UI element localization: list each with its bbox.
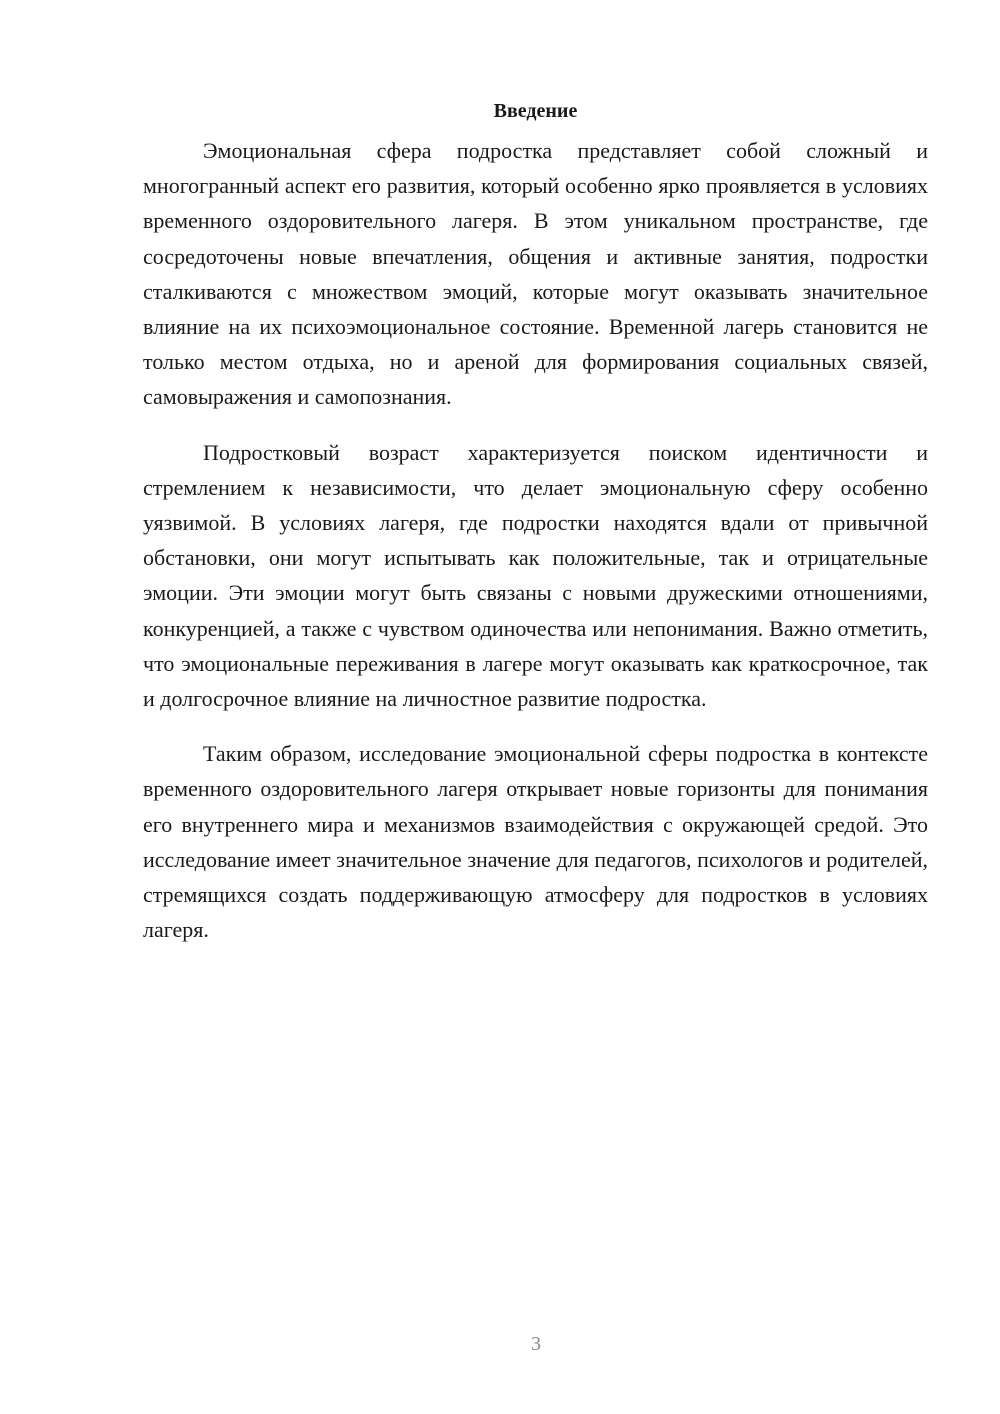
page-content	[143, 96, 928, 967]
paragraph-1: Эмоциональная сфера подростка представляет собой сложный и многогранный аспект его развития, который особенно ярко проявляется в условиях временного оздоровительного лагеря. В этом уникальном пространстве, где сосредоточены новые впечатления, общения и активные занятия, подростки сталкиваются с множеством эмоций, которые могут оказывать значительное влияние на их психоэмоциональное состояние. Временной лагерь становится не только местом отдыха, но и ареной для формирования социальных связей, самовыражения и самопознания.	[143, 138, 928, 410]
section-title: Введение	[493, 100, 578, 122]
paragraph-2: Подростковый возраст характеризуется поиском идентичности и стремлением к независимости, что делает эмоциональную сферу особенно уязвимой. В условиях лагеря, где подростки находятся вдали от привычной обстановки, они могут испытывать как положительные, так и отрицательные эмоции. Эти эмоции могут быть связаны с новыми дружескими отношениями, конкуренцией, а также с чувством одиночества или непонимания. Важно отметить, что эмоциональные переживания в лагере могут оказывать как краткосрочное, так и долгосрочное влияние на личностное развитие подростка.	[143, 439, 928, 712]
paragraph-3: Таким образом, исследование эмоциональной сферы подростка в контексте временного оздоровительного лагеря открывает новые горизонты для понимания его внутреннего мира и механизмов взаимодействия с окружающей средой. Это исследование имеет значительное значение для педагогов, психологов и родителей, стремящихся создать поддерживающую атмосферу для подростков в условиях лагеря.	[143, 741, 928, 943]
page-number: 3	[531, 1333, 541, 1355]
